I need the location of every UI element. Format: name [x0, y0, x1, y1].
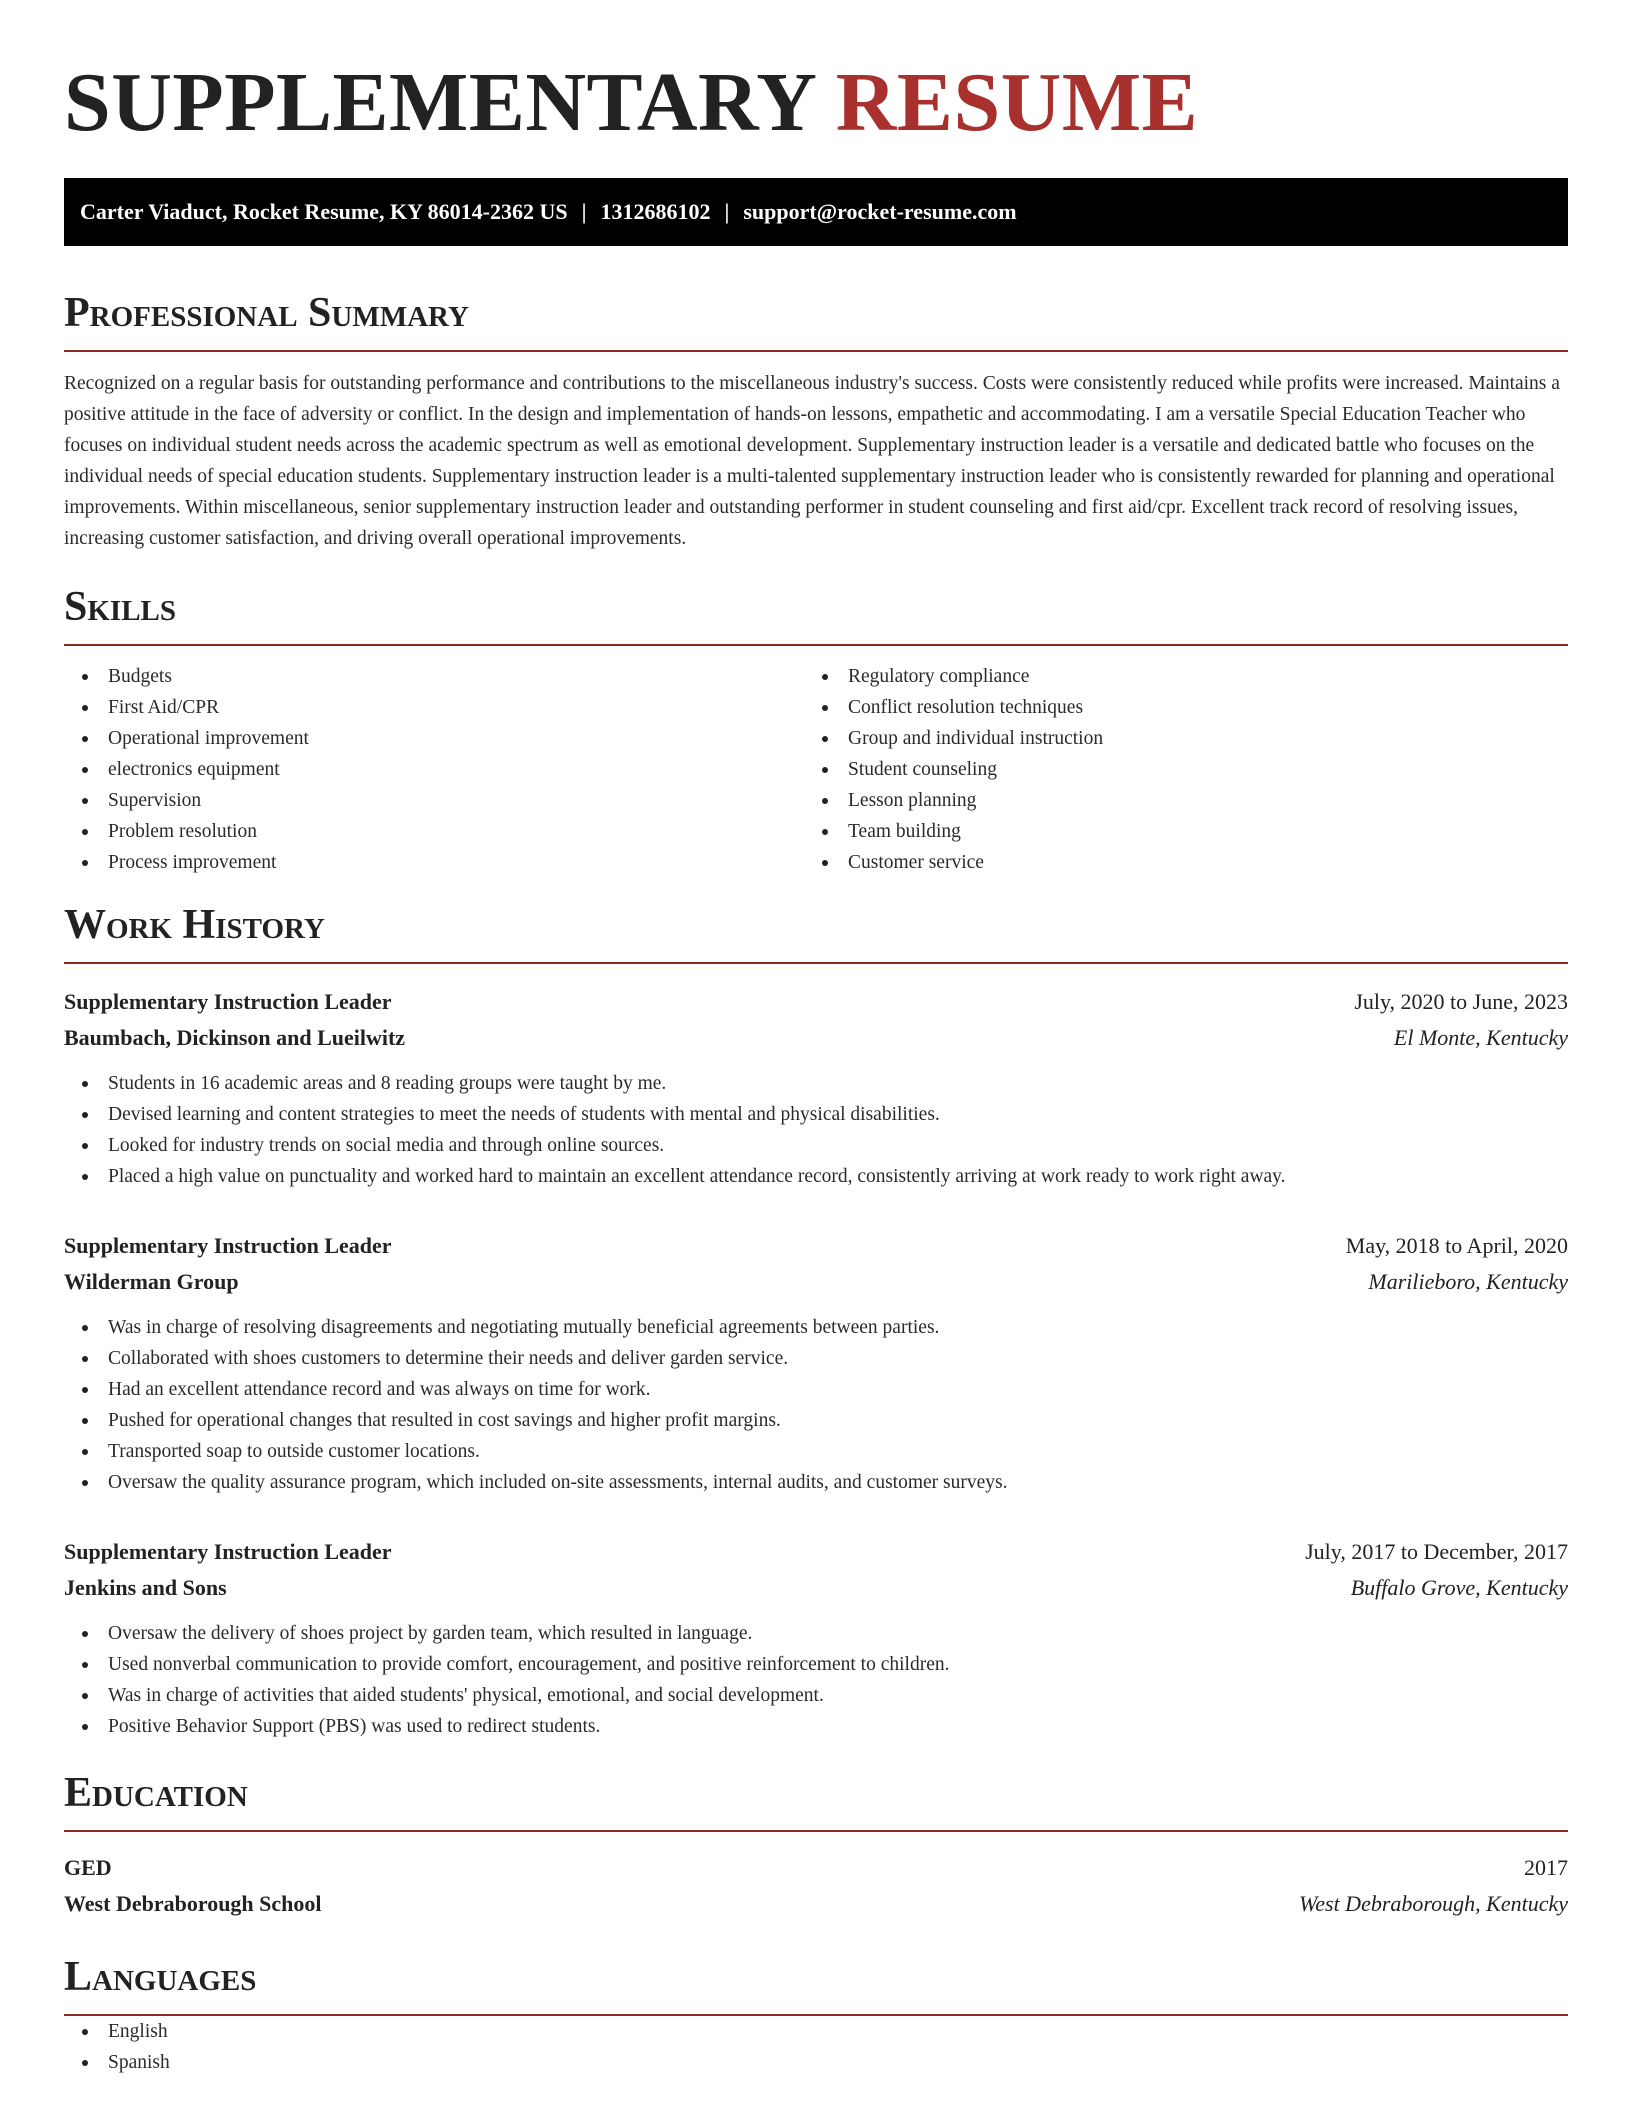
- education-location: West Debraborough, Kentucky: [1298, 1891, 1568, 1916]
- job-bullets: [64, 1312, 1568, 1498]
- job-bullet: Was in charge of resolving disagreements and negotiating mutually beneficial agreements between parties.: [64, 1312, 1568, 1343]
- job-title: Supplementary Instruction Leader: [64, 1539, 392, 1564]
- job-dates: July, 2017 to December, 2017: [1305, 1539, 1568, 1564]
- job-company-row: [64, 1264, 1568, 1300]
- section-heading-education: Education: [64, 1768, 1568, 1832]
- language-item: Spanish: [64, 2047, 1568, 2078]
- section-heading-work-history: Work History: [64, 900, 1568, 964]
- job-bullet: Students in 16 academic areas and 8 reading groups were taught by me.: [64, 1068, 1568, 1099]
- education-school-row: [64, 1886, 1568, 1922]
- language-item: English: [64, 2016, 1568, 2047]
- job-entry: [64, 1228, 1568, 1498]
- contact-separator: |: [724, 199, 730, 224]
- skills-list-left: [64, 661, 804, 878]
- job-bullet: Looked for industry trends on social media and through online sources.: [64, 1130, 1568, 1161]
- job-bullet: Used nonverbal communication to provide comfort, encouragement, and positive reinforcement to children.: [64, 1649, 1568, 1680]
- job-title: Supplementary Instruction Leader: [64, 1233, 392, 1258]
- job-bullet: Pushed for operational changes that resulted in cost savings and higher profit margins.: [64, 1405, 1568, 1436]
- skill-item: Budgets: [64, 661, 804, 692]
- skill-item: Lesson planning: [804, 785, 1544, 816]
- skill-item: Customer service: [804, 847, 1544, 878]
- education-year: 2017: [1524, 1855, 1568, 1880]
- contact-address: Carter Viaduct, Rocket Resume, KY 86014-2362 US: [80, 199, 568, 224]
- job-header-row: [64, 1534, 1568, 1570]
- job-bullet: Oversaw the quality assurance program, which included on-site assessments, internal audits, and customer surveys.: [64, 1467, 1568, 1498]
- job-bullet: Transported soap to outside customer locations.: [64, 1436, 1568, 1467]
- skill-item: First Aid/CPR: [64, 692, 804, 723]
- job-company: Wilderman Group: [64, 1269, 239, 1294]
- title-part-primary: SUPPLEMENTARY: [64, 56, 815, 149]
- education-degree: GED: [64, 1855, 112, 1880]
- job-company: Jenkins and Sons: [64, 1575, 227, 1600]
- job-bullets: [64, 1618, 1568, 1742]
- job-company: Baumbach, Dickinson and Lueilwitz: [64, 1025, 406, 1050]
- skill-item: Problem resolution: [64, 816, 804, 847]
- skill-item: Student counseling: [804, 754, 1544, 785]
- skill-item: electronics equipment: [64, 754, 804, 785]
- job-bullets: [64, 1068, 1568, 1192]
- skill-item: Group and individual instruction: [804, 723, 1544, 754]
- job-dates: May, 2018 to April, 2020: [1345, 1233, 1568, 1258]
- job-company-row: [64, 1570, 1568, 1606]
- skill-item: Supervision: [64, 785, 804, 816]
- resume-title: [64, 58, 1568, 148]
- languages-list: [64, 2016, 1568, 2078]
- skills-list-right: [804, 661, 1544, 878]
- job-header-row: [64, 1228, 1568, 1264]
- job-entry: [64, 1534, 1568, 1742]
- job-bullet: Positive Behavior Support (PBS) was used to redirect students.: [64, 1711, 1568, 1742]
- skill-item: Regulatory compliance: [804, 661, 1544, 692]
- skill-item: Operational improvement: [64, 723, 804, 754]
- job-entry: [64, 984, 1568, 1192]
- section-heading-summary: Professional Summary: [64, 288, 1568, 352]
- job-dates: July, 2020 to June, 2023: [1354, 989, 1568, 1014]
- section-heading-languages: Languages: [64, 1952, 1568, 2016]
- section-heading-skills: Skills: [64, 582, 1568, 646]
- job-bullet: Oversaw the delivery of shoes project by garden team, which resulted in language.: [64, 1618, 1568, 1649]
- job-bullet: Devised learning and content strategies to meet the needs of students with mental and physical disabilities.: [64, 1099, 1568, 1130]
- job-title: Supplementary Instruction Leader: [64, 989, 392, 1014]
- education-entry: [64, 1850, 1568, 1922]
- job-header-row: [64, 984, 1568, 1020]
- job-company-row: [64, 1020, 1568, 1056]
- job-location: El Monte, Kentucky: [1393, 1025, 1568, 1050]
- job-location: Marilieboro, Kentucky: [1368, 1269, 1568, 1294]
- job-bullet: Collaborated with shoes customers to determine their needs and deliver garden service.: [64, 1343, 1568, 1374]
- skills-columns: [64, 661, 1568, 878]
- summary-paragraph: Recognized on a regular basis for outstanding performance and contributions to the miscellaneous industry's success. Costs were consistently reduced while profits were increased. Maintains a positive attitude in the face of adversity or conflict. In the design and implementation of hands-on lessons, empathetic and accommodating. I am a versatile Special Education Teacher who focuses on individual student needs across the academic spectrum as well as emotional development. Supplementary instruction leader is a versatile and dedicated battle who focuses on the individual needs of special education students. Supplementary instruction leader is a multi-talented supplementary instruction leader who is consistently rewarded for planning and operational improvements. Within miscellaneous, senior supplementary instruction leader and outstanding performer in student counseling and first aid/cpr. Excellent track record of resolving issues, increasing customer satisfaction, and driving overall operational improvements.: [64, 373, 1560, 549]
- education-school: West Debraborough School: [64, 1891, 322, 1916]
- title-part-accent: RESUME: [835, 56, 1199, 149]
- job-bullet: Had an excellent attendance record and was always on time for work.: [64, 1374, 1568, 1405]
- job-bullet: Was in charge of activities that aided students' physical, emotional, and social development.: [64, 1680, 1568, 1711]
- education-degree-row: [64, 1850, 1568, 1886]
- contact-phone: 1312686102: [600, 199, 711, 224]
- skill-item: Process improvement: [64, 847, 804, 878]
- skill-item: Conflict resolution techniques: [804, 692, 1544, 723]
- skill-item: Team building: [804, 816, 1544, 847]
- job-location: Buffalo Grove, Kentucky: [1350, 1575, 1568, 1600]
- contact-email: support@rocket-resume.com: [743, 199, 1017, 224]
- job-bullet: Placed a high value on punctuality and worked hard to maintain an excellent attendance record, consistently arriving at work ready to work right away.: [64, 1161, 1568, 1192]
- contact-separator: |: [581, 199, 587, 224]
- contact-bar: [64, 178, 1568, 246]
